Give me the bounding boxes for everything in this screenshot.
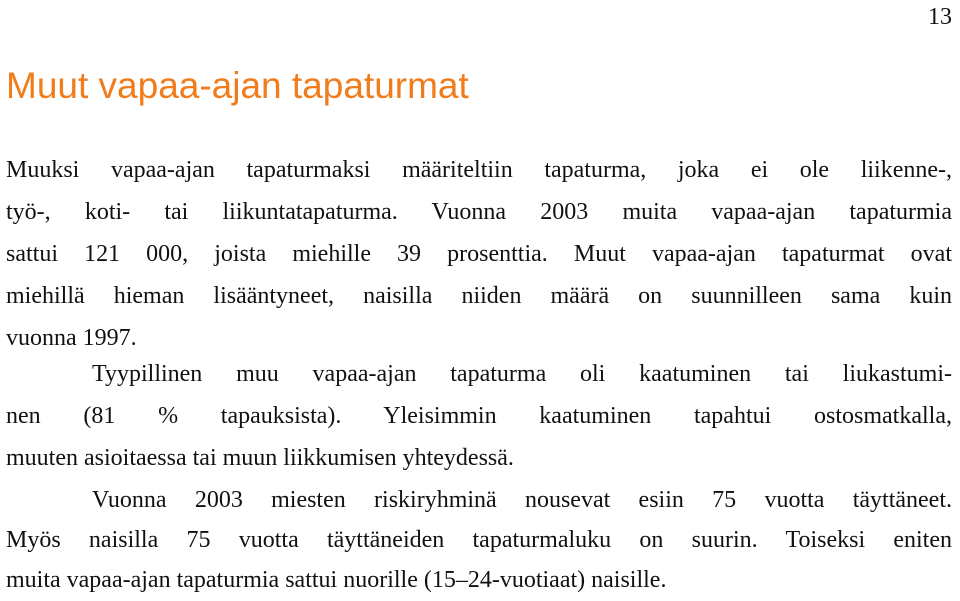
paragraph-1-line-3: sattui 121 000, joista miehille 39 prosenttia. Muut vapaa-ajan tapaturmat ovat (6, 241, 952, 267)
paragraph-3-line-1: Vuonna 2003 miesten riskiryhminä nousevat esiin 75 vuotta täyttäneet. (92, 487, 952, 513)
paragraph-2-line-1: Tyypillinen muu vapaa-ajan tapaturma oli kaatuminen tai liukastumi- (92, 361, 952, 387)
page-number: 13 (928, 4, 952, 30)
paragraph-1-line-2: työ-, koti- tai liikuntatapaturma. Vuonna 2003 muita vapaa-ajan tapaturmia (6, 199, 952, 225)
paragraph-1-line-5: vuonna 1997. (6, 325, 137, 351)
paragraph-3-line-3: muita vapaa-ajan tapaturmia sattui nuorille (15–24-vuotiaat) naisille. (6, 567, 667, 593)
paragraph-2-line-3: muuten asioitaessa tai muun liikkumisen yhteydessä. (6, 445, 514, 471)
paragraph-3-line-2: Myös naisilla 75 vuotta täyttäneiden tapaturmaluku on suurin. Toiseksi eniten (6, 527, 952, 553)
paragraph-1-line-4: miehillä hieman lisääntyneet, naisilla niiden määrä on suunnilleen sama kuin (6, 283, 952, 309)
section-title: Muut vapaa-ajan tapaturmat (6, 65, 469, 106)
paragraph-1-line-1: Muuksi vapaa-ajan tapaturmaksi määriteltiin tapaturma, joka ei ole liikenne-, (6, 157, 952, 183)
paragraph-2-line-2: nen (81 % tapauksista). Yleisimmin kaatuminen tapahtui ostosmatkalla, (6, 403, 952, 429)
